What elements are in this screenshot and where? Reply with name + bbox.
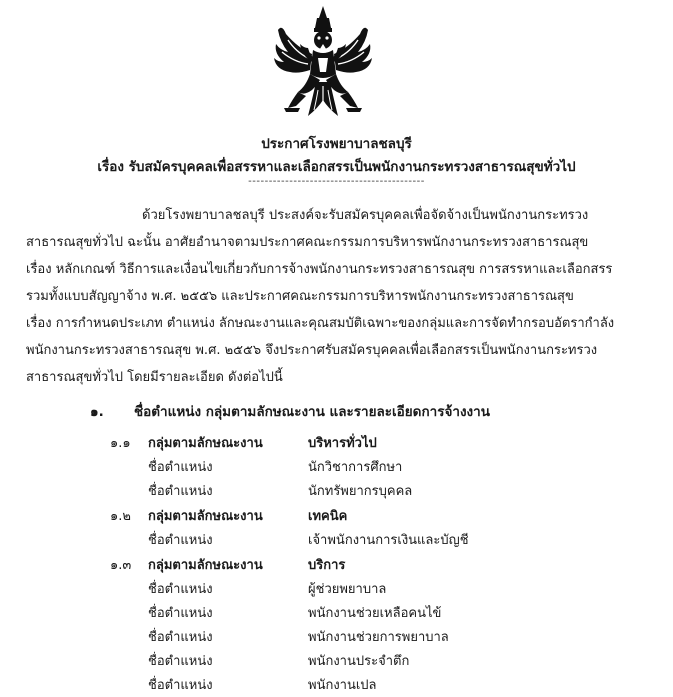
group-row <box>0 505 673 525</box>
position-value: เจ้าพนักงานการเงินและบัญชี <box>308 533 469 548</box>
position-value: พนักงานประจำตึก <box>308 654 410 669</box>
subject-line: เรื่อง รับสมัครบุคคลเพื่อสรรหาและเลือกสรรเป็นพนักงานกระทรวงสาธารณสุขทั่วไป <box>97 159 576 175</box>
group-label: กลุ่มตามลักษณะงาน <box>148 436 263 451</box>
position-value: ผู้ช่วยพยาบาล <box>308 582 387 597</box>
position-label: ชื่อตำแหน่ง <box>148 460 213 475</box>
paragraph-line: เรื่อง การกำหนดประเภท ตำแหน่ง ลักษณะงานและคุณสมบัติเฉพาะของกลุ่มและการจัดทำกรอบอัตรากำลัง <box>26 316 615 331</box>
paragraph-line: สาธารณสุขทั่วไป ฉะนั้น อาศัยอำนาจตามประกาศคณะกรรมการบริหารพนักงานกระทรวงสาธารณสุข <box>26 235 589 250</box>
position-label: ชื่อตำแหน่ง <box>148 484 213 499</box>
position-row <box>0 480 673 500</box>
position-label: ชื่อตำแหน่ง <box>148 630 213 645</box>
section-title: ชื่อตำแหน่ง กลุ่มตามลักษณะงาน และรายละเอียดการจ้างงาน <box>134 404 490 420</box>
position-row <box>0 602 673 622</box>
paragraph-line: สาธารณสุขทั่วไป โดยมีรายละเอียด ดังต่อไปนี้ <box>26 370 283 385</box>
position-value: นักวิชาการศึกษา <box>308 460 403 475</box>
section-number: ๑. <box>90 404 104 420</box>
position-row <box>0 674 673 694</box>
title-divider: ------------------------------------------- <box>248 176 425 187</box>
paragraph-line: ด้วยโรงพยาบาลชลบุรี ประสงค์จะรับสมัครบุคคลเพื่อจัดจ้างเป็นพนักงานกระทรวง <box>142 208 589 223</box>
group-number: ๑.๑ <box>110 436 131 451</box>
position-row <box>0 578 673 598</box>
position-label: ชื่อตำแหน่ง <box>148 582 213 597</box>
paragraph-line: พนักงานกระทรวงสาธารณสุข พ.ศ. ๒๕๕๖ จึงประกาศรับสมัครบุคคลเพื่อเลือกสรรเป็นพนักงานกระทรวง <box>26 343 598 358</box>
position-value: พนักงานเปล <box>308 678 377 693</box>
group-value: เทคนิค <box>308 509 348 524</box>
position-row <box>0 529 673 549</box>
group-label: กลุ่มตามลักษณะงาน <box>148 558 263 573</box>
section-heading <box>90 400 490 422</box>
position-row <box>0 650 673 670</box>
group-label: กลุ่มตามลักษณะงาน <box>148 509 263 524</box>
position-label: ชื่อตำแหน่ง <box>148 533 213 548</box>
group-row <box>0 432 673 452</box>
page-title: ประกาศโรงพยาบาลชลบุรี <box>261 136 412 152</box>
position-label: ชื่อตำแหน่ง <box>148 606 213 621</box>
position-value: พนักงานช่วยการพยาบาล <box>308 630 449 645</box>
position-label: ชื่อตำแหน่ง <box>148 654 213 669</box>
paragraph-line: รวมทั้งแบบสัญญาจ้าง พ.ศ. ๒๕๕๖ และประกาศคณะกรรมการบริหารพนักงานกระทรวงสาธารณสุข <box>26 289 574 304</box>
garuda-emblem-icon <box>268 4 378 124</box>
paragraph-line: เรื่อง หลักเกณฑ์ วิธีการและเงื่อนไขเกี่ยวกับการจ้างพนักงานกระทรวงสาธารณสุข การสรรหาและเลือกสรร <box>26 262 613 277</box>
position-row <box>0 456 673 476</box>
group-number: ๑.๓ <box>110 558 132 573</box>
position-row <box>0 626 673 646</box>
position-value: นักทรัพยากรบุคคล <box>308 484 413 499</box>
group-row <box>0 554 673 574</box>
position-label: ชื่อตำแหน่ง <box>148 678 213 693</box>
group-number: ๑.๒ <box>110 509 131 524</box>
group-value: บริหารทั่วไป <box>308 436 377 451</box>
group-value: บริการ <box>308 558 346 573</box>
position-value: พนักงานช่วยเหลือคนไข้ <box>308 606 442 621</box>
